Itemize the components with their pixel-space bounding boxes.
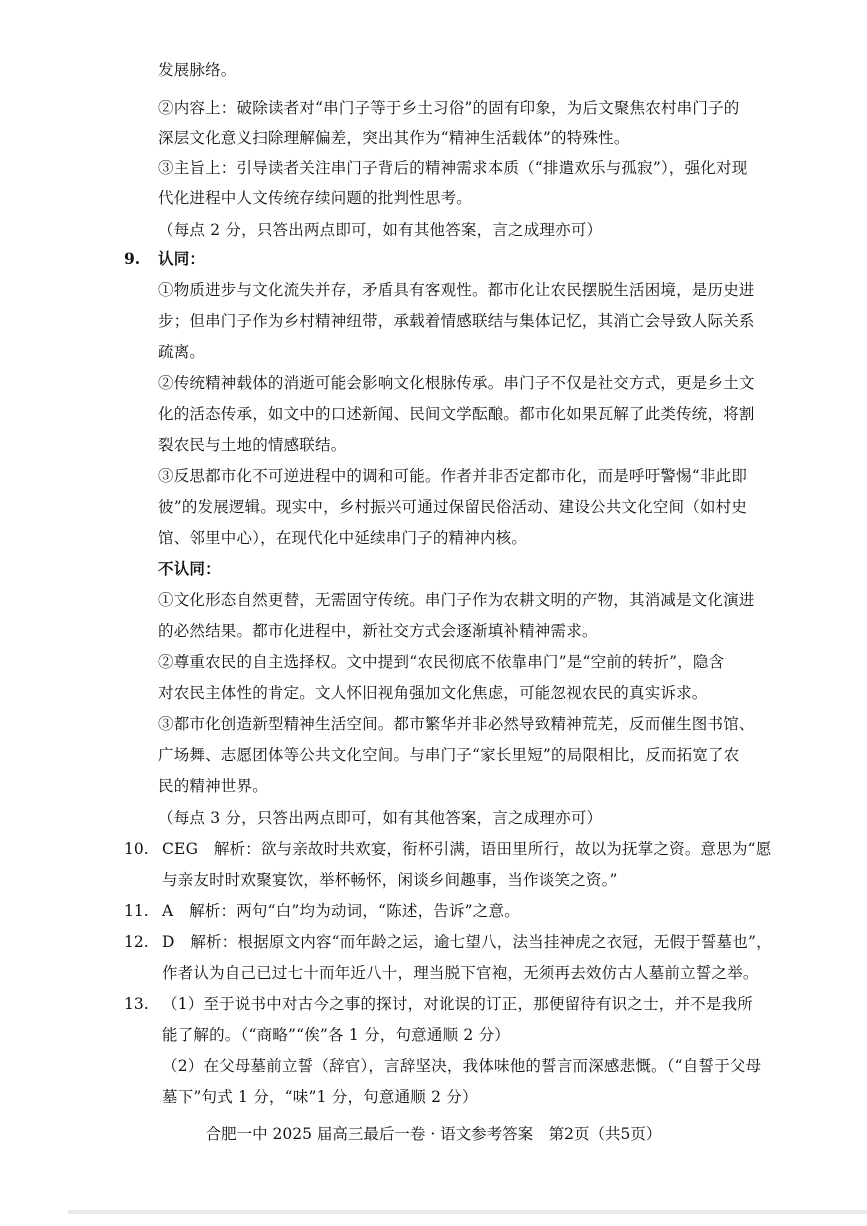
section-heading-disagree: 不认同： (158, 559, 221, 578)
page-footer: 合肥一中 2025 届高三最后一卷 · 语文参考答案 第2页（共5页） (205, 1125, 662, 1143)
text-line: 裂农民与土地的情感联结。 (158, 436, 347, 454)
question-number: 10. (124, 840, 149, 858)
text-line: 发展脉络。 (158, 61, 237, 79)
text-line: 化的活态传承，如文中的口述新闻、民间文学酝酿。都市化如果瓦解了此类传统，将割 (158, 405, 755, 423)
text-line: ③都市化创造新型精神生活空间。都市繁华并非必然导致精神荒芜，反而催生图书馆、 (158, 715, 755, 733)
text-line: ③反思都市化不可逆进程中的调和可能。作者并非否定都市化，而是呼吁警惕“非此即 (158, 467, 748, 485)
scoring-note: （每点 2 分，只答出两点即可，如有其他答案，言之成理亦可） (158, 221, 603, 239)
text-line: 馆、邻里中心），在现代化中延续串门子的精神内核。 (158, 529, 528, 547)
text-line: D 解析：根据原文内容“而年龄之运，逾七望八，法当挂神虎之衣冠，无假于誓墓也”， (162, 933, 772, 951)
text-line: 作者认为自己已过七十而年近八十，理当脱下官袍，无须再去效仿古人墓前立誓之举。 (162, 964, 759, 982)
text-line: 的必然结果。都市化进程中，新社交方式会逐渐填补精神需求。 (158, 622, 598, 640)
page-edge-divider (68, 1210, 867, 1214)
question-number: 13. (124, 995, 149, 1013)
text-line: ②传统精神载体的消逝可能会影响文化根脉传承。串门子不仅是社交方式，更是乡土文 (158, 374, 755, 392)
text-line: A 解析：两句“白”均为动词，“陈述，告诉”之意。 (162, 902, 520, 920)
scoring-note: （每点 3 分，只答出两点即可，如有其他答案，言之成理亦可） (158, 809, 603, 827)
question-number: 11. (124, 902, 149, 920)
text-line: ①物质进步与文化流失并存，矛盾具有客观性。都市化让农民摆脱生活困境，是历史进 (158, 281, 755, 299)
text-line: 民的精神世界。 (158, 777, 268, 795)
text-line: 彼”的发展逻辑。现实中，乡村振兴可通过保留民俗活动、建设公共文化空间（如村史 (158, 498, 748, 516)
text-line: 对农民主体性的肯定。文人怀旧视角强加文化焦虑，可能忽视农民的真实诉求。 (158, 684, 708, 702)
question-number: 9. (124, 249, 141, 268)
text-line: 与亲友时时欢聚宴饮，举杯畅怀，闲谈乡间趣事，当作谈笑之资。” (162, 871, 618, 889)
text-line: ①文化形态自然更替，无需固守传统。串门子作为农耕文明的产物，其消减是文化演进 (158, 591, 755, 609)
text-line: ②内容上：破除读者对“串门子等于乡土习俗”的固有印象，为后文聚焦农村串门子的 (158, 99, 740, 117)
text-line: （2）在父母墓前立誓（辞官），言辞坚决，我体味他的誓言而深感悲慨。（“自誓于父母 (162, 1057, 762, 1075)
text-line: 深层文化意义扫除理解偏差，突出其作为“精神生活载体”的特殊性。 (158, 129, 630, 147)
text-line: 代化进程中人文传统存续问题的批判性思考。 (158, 189, 473, 207)
text-line: ②尊重农民的自主选择权。文中提到“农民彻底不依靠串门”是“空前的转折”，隐含 (158, 653, 725, 671)
text-line: ③主旨上：引导读者关注串门子背后的精神需求本质（“排遣欢乐与孤寂”），强化对现 (158, 159, 748, 177)
text-line: （1）至于说书中对古今之事的探讨，对讹误的订正，那便留待有识之士，并不是我所 (162, 995, 753, 1013)
text-line: 疏离。 (158, 343, 206, 361)
text-line: 墓下”句式 1 分，“味”1 分，句意通顺 2 分） (162, 1088, 478, 1106)
text-line: 步；但串门子作为乡村精神纽带，承载着情感联结与集体记忆，其消亡会导致人际关系 (158, 312, 755, 330)
text-line: 能了解的。（“商略”“俟”各 1 分，句意通顺 2 分） (162, 1026, 510, 1044)
text-line: CEG 解析：欲与亲故时共欢宴，衔杯引满，语田里所行，故以为抚掌之资。意思为“愿 (162, 840, 772, 858)
section-heading-agree: 认同： (158, 249, 206, 268)
text-line: 广场舞、志愿团体等公共文化空间。与串门子“家长里短”的局限相比，反而拓宽了农 (158, 746, 740, 764)
question-number: 12. (124, 933, 149, 951)
